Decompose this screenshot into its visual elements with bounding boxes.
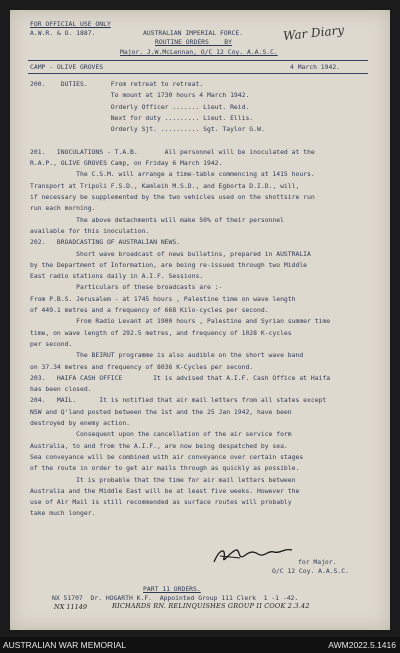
body-line: by the Department of Information, are being re-issued through two Middle: [30, 260, 308, 269]
header-rule: [28, 60, 368, 61]
signature-image: [210, 544, 300, 568]
signatory-title: O/C 12 Coy. A.A.S.C.: [272, 567, 349, 575]
order-reference: A.W.R. & O. 1887.: [30, 29, 96, 37]
body-line: Australia and the Middle East will be at least five weeks. However the: [30, 486, 300, 495]
body-line: NSW and Q'land posted between the 1st and the 25 Jan 1942, have been: [30, 407, 292, 416]
body-line: R.A.P., OLIVE GROVES Camp, on Friday 6 March 1942.: [30, 159, 223, 168]
body-line: 201. INOCULATIONS - T.A.B. All personnel will be inoculated at the: [30, 147, 315, 156]
body-line: 200. DUTIES. From retreat to retreat.: [30, 80, 204, 88]
body-line: use of Air Mail is still recommended as surface routes will probably: [30, 498, 292, 507]
body-line: Next for duty ......... Lieut. Ellis.: [30, 113, 254, 122]
orders-title: ROUTINE ORDERS BY: [155, 38, 232, 46]
archive-name: AUSTRALIAN WAR MEMORIAL: [3, 640, 126, 650]
body-line: of the route in order to get air mails through as quickly as possible.: [30, 464, 300, 473]
body-line: Particulars of these broadcasts are :-: [30, 283, 223, 292]
header-rule-lower: [28, 73, 368, 74]
body-line: if necessary be supplemented by the two vehicles used on the shottsire run: [30, 193, 315, 201]
body-line: destroyed by enemy action.: [30, 419, 131, 427]
body-line: of 449.1 metres and a frequency of 668 Kilo-cycles per second.: [30, 306, 269, 314]
body-line: The C.S.M. will arrange a time-table commencing at 1415 hours.: [30, 170, 315, 179]
document-page: [10, 10, 390, 630]
signature-for-line: for Major.: [298, 558, 337, 566]
body-line: It is probable that the time for air mail letters between: [30, 475, 296, 484]
part2-heading: PART 11 ORDERS.: [143, 585, 201, 593]
body-line: per second.: [30, 339, 73, 348]
body-line: run each morning.: [30, 204, 96, 213]
handwritten-war-diary-note: War Diary: [282, 22, 345, 44]
body-line: East radio stations daily in A.I.F. Sessions.: [30, 272, 204, 281]
body-line: From Radio Levant at 1900 hours , Palestine and Syrian summer time: [30, 317, 331, 326]
camp-name: CAMP - OLIVE GROVES: [30, 63, 104, 71]
archive-reference: AWM2022.5.1416: [328, 640, 396, 650]
issuing-officer: Major. J.W.McLennan, O/C 12 Coy. A.A.S.C.: [120, 48, 278, 56]
part2-entry-2-handwritten: RICHARDS RN. RELINQUISHES GROUP II COOK 2.3.42: [112, 602, 310, 610]
body-line: Orderly Officer ....... Lieut. Reid.: [30, 102, 250, 111]
body-line: From P.B.S. Jerusalem - at 1745 hours , Palestine time on wave length: [30, 294, 296, 303]
body-line: on 37.34 metres and frequency of 8036 K-Cycles per second.: [30, 362, 254, 371]
body-line: Sea conveyance will be combined with air conveyance over certain stages: [30, 452, 304, 461]
body-line: has been closed.: [30, 385, 92, 394]
body-line: Australia, to and from the A.I.F., are now being despatched by sea.: [30, 441, 288, 450]
body-line: take much longer.: [30, 509, 96, 518]
part2-entry-1: NX 51707 Dr. HOGARTH K.F. Appointed Group 111 Clerk 1 -1 -42.: [52, 594, 299, 602]
order-date: 4 March 1942.: [290, 63, 341, 71]
body-line: Orderly Sjt. .......... Sgt. Taylor G.W.: [30, 125, 265, 134]
body-line: available for this inoculation.: [30, 226, 150, 235]
part2-entry-2-number: NX 11149: [54, 603, 88, 611]
archive-footer: [0, 637, 400, 653]
body-line: Transport at Tripoli F.S.D., Kamleih M.S.D., and Egborta D.I.D., will,: [30, 181, 300, 190]
body-line: Short wave broadcast of news bulletins, prepared in AUSTRALIA: [30, 249, 311, 258]
body-line: Consequent upon the cancellation of the air service form: [30, 430, 292, 439]
body-line: time, on wave length of 292.5 metres, and frequency of 1028 K-cycles: [30, 328, 292, 337]
security-marking: FOR OFFICIAL USE ONLY: [30, 20, 111, 28]
body-line: 202. BROADCASTING OF AUSTRALIAN NEWS.: [30, 238, 181, 247]
body-line: 204. MAIL. It is notified that air mail letters from all states except: [30, 396, 327, 405]
organisation-title: AUSTRALIAN IMPERIAL FORCE.: [143, 29, 244, 37]
body-line: The above detachments will make 50% of their personnel: [30, 215, 284, 224]
body-line: The BEIRUT programme is also audible on the short wave band: [30, 351, 304, 360]
body-line: To mount at 1730 hours 4 March 1942.: [30, 91, 250, 100]
body-line: 203. HAIFA CASH OFFICE It is advised that A.I.F. Cash Office at Haifa: [30, 373, 331, 382]
